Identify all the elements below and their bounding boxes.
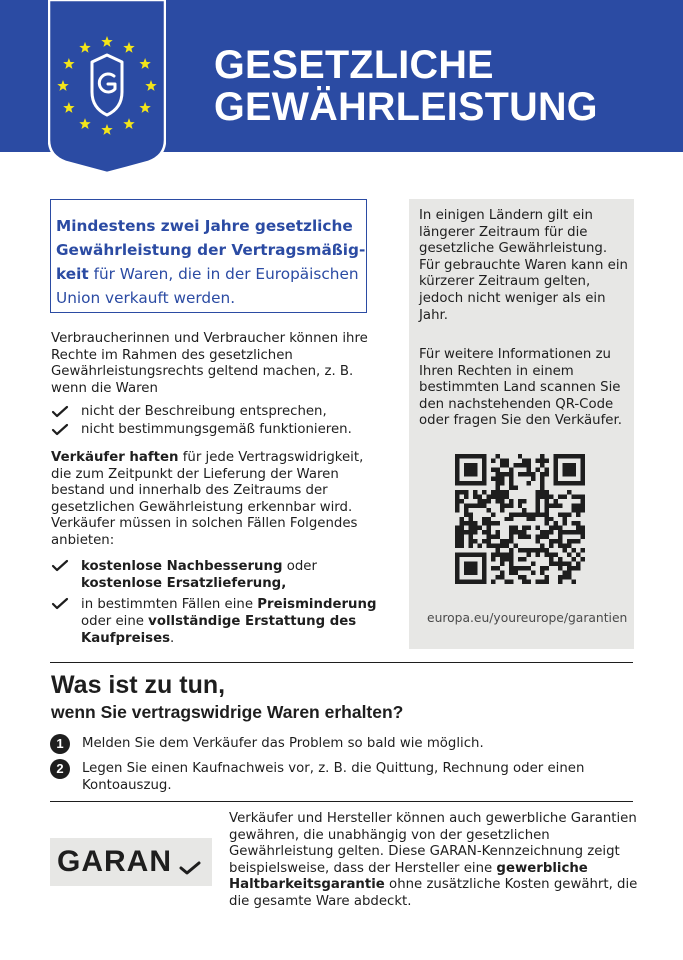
remedy-price-reduction: Preisminderung [257, 597, 377, 612]
intro-paragraph: Verbraucherinnen und Verbraucher können ihre Rechte im Rahmen des gesetzlichen Gewährleistungsrechts geltend machen, z. B. wenn die Waren [51, 331, 368, 396]
remedy-replacement: kostenlose Ersatzlieferung, [81, 576, 287, 591]
eu-stars-shield-g-icon [48, 0, 166, 174]
checkmark-icon [51, 423, 69, 437]
checkmark-icon [178, 860, 202, 876]
header-banner [0, 0, 683, 152]
remedy-pre: in bestimmten Fällen eine [81, 597, 258, 612]
garan-text-post: ohne zusätzliche Kosten gewährt, die die gesamte Ware abdeckt. [229, 877, 638, 909]
step-number: 2 [50, 759, 70, 779]
divider [50, 801, 633, 802]
step-number: 1 [50, 734, 70, 754]
highlight-rest: für Waren, die in der Europäischen Union verkauft werden. [56, 265, 359, 307]
seller-liability-text: für jede Vertragswidrigkeit, die zum Zeitpunkt der Lieferung der Waren bestand und innerhalb des Zeitraums der gesetzlichen Gewährleistung erkennbar wird. Verkäufer müssen in solchen Fällen Folgendes anbieten: [51, 450, 364, 548]
checkmark-icon [51, 597, 69, 611]
step-text: Melden Sie dem Verkäufer das Problem so bald wie möglich. [82, 736, 484, 751]
list-item-label: nicht bestimmungsgemäß funktionieren. [81, 422, 352, 437]
list-item-label: nicht der Beschreibung entsprechen, [81, 404, 327, 419]
remedy-refund: vollständige Erstattung des Kaufpreises [81, 614, 357, 646]
checkmark-icon [51, 405, 69, 419]
step-text: Legen Sie einen Kaufnachweis vor, z. B. die Quittung, Rechnung oder einen Kontoauszug. [82, 761, 585, 793]
qr-code-icon[interactable] [455, 453, 585, 585]
garan-paragraph [229, 811, 639, 911]
sidebar-paragraph-2: Für weitere Informationen zu Ihren Rechten in einem bestimmten Land scannen Sie den nachstehenden QR-Code oder fragen Sie den Verkäufer. [419, 347, 622, 429]
highlight-bold: Mindestens zwei Jahre gesetzliche Gewährleistung der Vertragsmäßigkeit [56, 217, 366, 283]
sidebar-paragraph-1: In einigen Ländern gilt ein längerer Zeitraum für die gesetzliche Gewährleistung. Für gebrauchte Waren kann ein kürzerer Zeitraum gelten, jedoch nicht weniger als ein Jahr. [419, 208, 628, 323]
garan-logo-text: GARAN [57, 845, 172, 878]
remedy-or-2: oder eine [81, 614, 149, 629]
page-title: GESETZLICHE GEWÄHRLEISTUNG [214, 43, 598, 129]
europa-link[interactable]: europa.eu/youreurope/garantien [427, 611, 628, 625]
highlight-box [50, 199, 367, 313]
seller-liability-bold: Verkäufer haften [51, 450, 179, 465]
remedy-end: . [170, 631, 175, 646]
info-sidebar [409, 199, 634, 649]
garan-text-pre: Verkäufer und Hersteller können auch gewerbliche Garantien gewähren, die unabhängig von der gesetzlichen Gewährleistung gelten. Diese GARAN-Kennzeichnung zeigt beispielsweise, dass der Hersteller eine [229, 811, 637, 876]
seller-liability-paragraph [51, 450, 381, 550]
remedy-repair: kostenlose Nachbesserung [81, 559, 283, 574]
divider [50, 662, 633, 663]
garan-text-bold: gewerbliche Haltbarkeitsgarantie [229, 860, 588, 893]
section-title: Was ist zu tun, [51, 671, 226, 699]
checkmark-icon [51, 559, 69, 573]
section-subtitle: wenn Sie vertragswidrige Waren erhalten? [51, 702, 404, 722]
remedy-or: oder [282, 559, 317, 574]
garan-logo [50, 838, 212, 886]
